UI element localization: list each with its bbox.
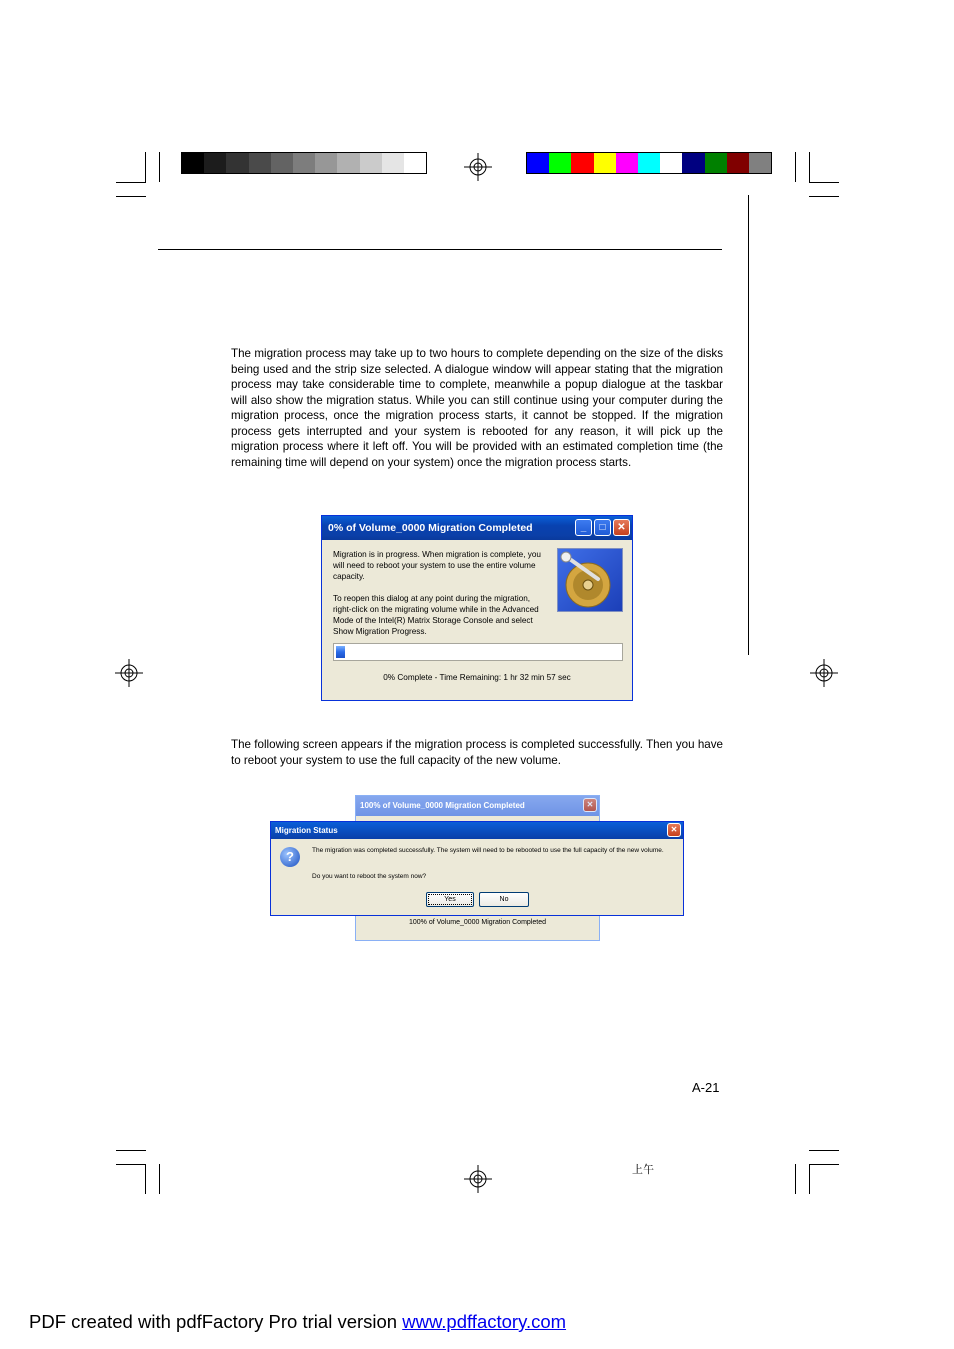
close-button[interactable]: ✕	[667, 823, 681, 837]
close-button[interactable]: ✕	[613, 519, 630, 536]
gray-swatch-8	[360, 153, 382, 173]
window-title: 0% of Volume_0000 Migration Completed	[322, 516, 632, 540]
migration-status-dialog	[270, 821, 684, 916]
color-swatch-3	[594, 153, 616, 173]
status-message: The migration was completed successfully. The system will need to be rebooted to use the full capacity of the new volume.	[312, 847, 664, 854]
crop-mark	[809, 1164, 810, 1194]
color-swatch-9	[727, 153, 749, 173]
gray-swatch-0	[182, 153, 204, 173]
gray-swatch-10	[404, 153, 426, 173]
progress-status: 0% Complete - Time Remaining: 1 hr 32 min 57 sec	[383, 673, 571, 682]
migration-progress-window	[321, 515, 633, 701]
crop-mark	[809, 1164, 839, 1165]
close-button[interactable]: ✕	[583, 798, 597, 812]
dialog-title: Migration Status	[271, 822, 683, 839]
no-button[interactable]: No	[479, 892, 529, 907]
crop-mark	[159, 1164, 160, 1194]
gray-swatch-1	[204, 153, 226, 173]
migration-progress-bar	[333, 643, 623, 661]
grayscale-bar	[181, 152, 427, 174]
color-bar	[526, 152, 772, 174]
color-swatch-1	[549, 153, 571, 173]
gray-swatch-5	[293, 153, 315, 173]
crop-mark	[159, 152, 160, 182]
minimize-button[interactable]: _	[575, 519, 592, 536]
gray-swatch-2	[226, 153, 248, 173]
registration-mark-icon	[115, 659, 143, 687]
crop-mark	[809, 152, 810, 182]
footer-text: PDF created with pdfFactory Pro trial version	[29, 1311, 403, 1332]
paragraph-migration-intro: The migration process may take up to two hours to complete depending on the size of the disks being used and the strip size selected. A dialogue window will appear stating that the migration process may take considerable time to complete, meanwhile a popup dialogue at the taskbar will also show the migration status. While you can still continue using your computer during the migration process, once the migration process starts, it cannot be stopped. If the migration process gets interrupted and your system is rebooted for any reason, it will pick up the migration process where it left off. You will be provided with an estimated completion time (the remaining time will depend on your system) once the migration process starts.	[231, 347, 723, 469]
window-title: 100% of Volume_0000 Migration Completed	[356, 796, 599, 816]
gray-swatch-9	[382, 153, 404, 173]
gray-swatch-6	[315, 153, 337, 173]
color-swatch-4	[616, 153, 638, 173]
completion-status: 100% of Volume_0000 Migration Completed	[409, 919, 546, 926]
crop-mark	[145, 152, 146, 182]
gray-swatch-4	[271, 153, 293, 173]
crop-mark	[145, 1164, 146, 1194]
yes-button[interactable]: Yes	[426, 892, 474, 907]
print-time-mark: 上午	[632, 1163, 654, 1176]
maximize-button[interactable]: □	[594, 519, 611, 536]
crop-mark	[116, 196, 146, 197]
registration-mark-icon	[810, 659, 838, 687]
crop-mark	[809, 1150, 839, 1151]
color-swatch-0	[527, 153, 549, 173]
side-rule	[748, 195, 749, 655]
crop-mark	[795, 152, 796, 182]
color-swatch-5	[638, 153, 660, 173]
gray-swatch-3	[249, 153, 271, 173]
progress-fill	[336, 646, 345, 658]
footer-link[interactable]: www.pdffactory.com	[402, 1311, 567, 1332]
crop-mark	[809, 182, 839, 183]
migration-message: Migration is in progress. When migration is complete, you will need to reboot your system to use the entire volume capacity.	[333, 550, 541, 581]
registration-mark-icon	[464, 153, 492, 181]
reopen-instructions: To reopen this dialog at any point during the migration, right-click on the migrating volume while in the Advanced Mode of the Intel(R) Matrix Storage Console and select Show Migration Progress.	[333, 594, 539, 636]
registration-mark-icon	[464, 1165, 492, 1193]
color-swatch-2	[571, 153, 593, 173]
hard-disk-icon	[557, 548, 623, 612]
color-swatch-8	[705, 153, 727, 173]
crop-mark	[116, 1150, 146, 1151]
crop-mark	[809, 196, 839, 197]
color-swatch-6	[660, 153, 682, 173]
question-icon: ?	[280, 847, 300, 867]
crop-mark	[116, 1164, 146, 1165]
gray-swatch-7	[337, 153, 359, 173]
pdf-footer	[29, 1311, 566, 1333]
page-number: A-21	[692, 1080, 720, 1095]
color-swatch-7	[682, 153, 704, 173]
color-swatch-10	[749, 153, 771, 173]
reboot-question: Do you want to reboot the system now?	[312, 873, 427, 880]
crop-mark	[795, 1164, 796, 1194]
crop-mark	[116, 182, 146, 183]
header-rule	[158, 249, 722, 250]
paragraph-migration-complete: The following screen appears if the migration process is completed successfully. Then you have to reboot your system to use the full capacity of the new volume.	[231, 738, 723, 767]
